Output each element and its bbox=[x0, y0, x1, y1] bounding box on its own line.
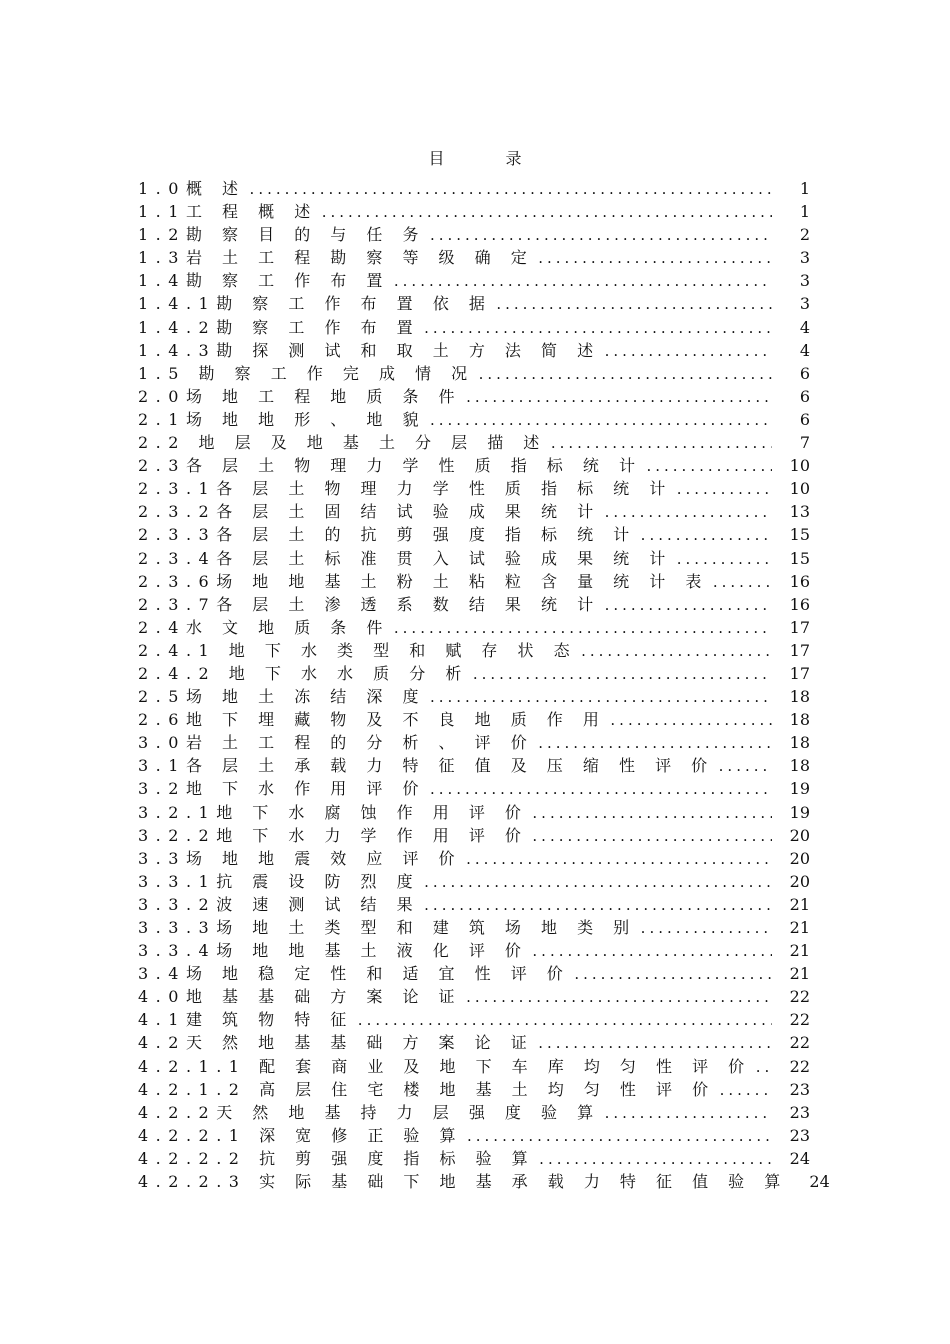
toc-entry[interactable] bbox=[138, 570, 810, 593]
toc-dot-leader bbox=[538, 247, 772, 270]
toc-page-number: 15 bbox=[789, 548, 810, 568]
toc-dot-leader bbox=[605, 594, 772, 617]
toc-entry-title: 3.3.4场 地 地 基 土 液 化 评 价 bbox=[138, 941, 529, 961]
toc-entry[interactable] bbox=[138, 1055, 810, 1078]
toc-dot-leader bbox=[538, 1032, 772, 1055]
toc-page-number: 21 bbox=[789, 941, 810, 961]
toc-dot-leader bbox=[466, 848, 772, 871]
toc-dot-leader bbox=[539, 1148, 772, 1171]
toc-entry[interactable] bbox=[138, 500, 810, 523]
toc-dot-leader bbox=[605, 501, 772, 524]
toc-entry-title: 1.4勘 察 工 作 布 置 bbox=[138, 271, 390, 291]
toc-entry-title: 4.2天 然 地 基 基 础 方 案 论 证 bbox=[138, 1033, 535, 1053]
toc-page-number: 16 bbox=[789, 594, 810, 614]
toc-entry[interactable] bbox=[138, 1170, 830, 1193]
toc-entry-title: 3.0岩 土 工 程 的 分 析 、 评 价 bbox=[138, 733, 535, 753]
toc-entry[interactable] bbox=[138, 547, 810, 570]
toc-dot-leader bbox=[719, 755, 772, 778]
toc-entry-title: 2.3.7各 层 土 渗 透 系 数 结 果 统 计 bbox=[138, 594, 601, 614]
toc-dot-leader bbox=[605, 340, 772, 363]
toc-entry-title: 1.3岩 土 工 程 勘 察 等 级 确 定 bbox=[138, 248, 535, 268]
toc-dot-leader bbox=[532, 802, 772, 825]
toc-dot-leader bbox=[473, 663, 772, 686]
toc-entry[interactable] bbox=[138, 316, 810, 339]
toc-page-number: 13 bbox=[789, 502, 810, 522]
toc-entry-title: 3.2.2地 下 水 力 学 作 用 评 价 bbox=[138, 825, 529, 845]
toc-page-number: 17 bbox=[789, 640, 810, 660]
toc-entry[interactable] bbox=[138, 801, 810, 824]
toc-entry[interactable] bbox=[138, 454, 810, 477]
toc-page-number: 18 bbox=[789, 756, 810, 776]
toc-dot-leader bbox=[322, 201, 772, 224]
toc-dot-leader bbox=[424, 871, 772, 894]
toc-page-number: 22 bbox=[789, 1010, 810, 1030]
toc-page-number: 3 bbox=[799, 248, 810, 268]
toc-dot-leader bbox=[430, 778, 772, 801]
toc-dot-leader bbox=[424, 894, 772, 917]
toc-dot-leader bbox=[646, 455, 772, 478]
toc-entry[interactable] bbox=[138, 269, 810, 292]
toc-dot-leader bbox=[430, 409, 772, 432]
toc-page-number: 2 bbox=[799, 225, 810, 245]
toc-entry-title: 1.4.2勘 察 工 作 布 置 bbox=[138, 317, 421, 337]
toc-entry-title: 4.2.1.2 高 层 住 宅 楼 地 基 土 均 匀 性 评 价 bbox=[138, 1079, 716, 1099]
toc-dot-leader bbox=[467, 1125, 772, 1148]
toc-entry-title: 4.2.2天 然 地 基 持 力 层 强 度 验 算 bbox=[138, 1102, 601, 1122]
toc-title: 目 录 bbox=[428, 149, 550, 168]
toc-entry[interactable] bbox=[138, 777, 810, 800]
toc-page-number: 23 bbox=[789, 1125, 810, 1145]
toc-entry[interactable] bbox=[138, 362, 810, 385]
toc-entry-title: 2.4.1 地 下 水 类 型 和 赋 存 状 态 bbox=[138, 640, 578, 660]
toc-page-number: 18 bbox=[789, 710, 810, 730]
toc-dot-leader bbox=[532, 940, 772, 963]
toc-entry[interactable] bbox=[138, 639, 810, 662]
toc-entry-title: 1.1工 程 概 述 bbox=[138, 202, 318, 222]
toc-entry[interactable] bbox=[138, 523, 810, 546]
toc-page-number: 21 bbox=[789, 894, 810, 914]
toc-dot-leader bbox=[532, 825, 772, 848]
toc-entry-title: 2.3.4各 层 土 标 准 贯 入 试 验 成 果 统 计 bbox=[138, 548, 673, 568]
toc-entry[interactable] bbox=[138, 1031, 810, 1054]
toc-page-number: 22 bbox=[789, 1056, 810, 1076]
toc-entry-title: 3.1各 层 土 承 载 力 特 征 值 及 压 缩 性 评 价 bbox=[138, 756, 715, 776]
toc-entry-title: 2.1场 地 地 形 、 地 貌 bbox=[138, 409, 426, 429]
toc-entry-title: 2.3.3各 层 土 的 抗 剪 强 度 指 标 统 计 bbox=[138, 525, 637, 545]
toc-page-number: 6 bbox=[799, 363, 810, 383]
toc-entry-title: 2.3.2各 层 土 固 结 试 验 成 果 统 计 bbox=[138, 502, 601, 522]
toc-entry-title: 3.2.1地 下 水 腐 蚀 作 用 评 价 bbox=[138, 802, 529, 822]
toc-entry-title: 2.2 地 层 及 地 基 土 分 层 描 述 bbox=[138, 433, 547, 453]
toc-entry-title: 2.5场 地 土 冻 结 深 度 bbox=[138, 687, 426, 707]
toc-entry-title: 1.4.3勘 探 测 试 和 取 土 方 法 简 述 bbox=[138, 340, 601, 360]
toc-page-number: 18 bbox=[789, 687, 810, 707]
toc-page-number: 17 bbox=[789, 617, 810, 637]
toc-entry-title: 1.5 勘 察 工 作 完 成 情 况 bbox=[138, 363, 475, 383]
toc-dot-leader bbox=[424, 317, 772, 340]
toc-page-number: 6 bbox=[799, 409, 810, 429]
toc-dot-leader bbox=[641, 917, 772, 940]
toc-entry[interactable] bbox=[138, 916, 810, 939]
toc-entry[interactable] bbox=[138, 1078, 810, 1101]
toc-entry[interactable] bbox=[138, 1101, 810, 1124]
toc-page-number: 1 bbox=[799, 202, 810, 222]
toc-page-number: 19 bbox=[789, 779, 810, 799]
toc-page-number: 3 bbox=[799, 294, 810, 314]
toc-entry-title: 4.2.2.3 实 际 基 础 下 地 基 承 载 力 特 征 值 验 算 bbox=[138, 1172, 788, 1192]
toc-dot-leader bbox=[394, 617, 772, 640]
toc-dot-leader bbox=[250, 178, 772, 201]
toc-entry[interactable] bbox=[138, 385, 810, 408]
toc-page-number: 20 bbox=[789, 848, 810, 868]
toc-entry[interactable] bbox=[138, 200, 810, 223]
toc-dot-leader bbox=[677, 478, 772, 501]
toc-page-number: 21 bbox=[789, 964, 810, 984]
toc-page-number: 20 bbox=[789, 825, 810, 845]
toc-entry[interactable] bbox=[138, 477, 810, 500]
toc-entry-title: 3.3.1抗 震 设 防 烈 度 bbox=[138, 871, 421, 891]
toc-list bbox=[138, 177, 830, 1193]
toc-entry[interactable] bbox=[138, 893, 810, 916]
toc-page-number: 21 bbox=[789, 918, 810, 937]
toc-dot-leader bbox=[479, 363, 772, 386]
toc-entry[interactable] bbox=[138, 731, 810, 754]
toc-entry[interactable] bbox=[138, 292, 810, 315]
toc-entry-title: 3.3场 地 地 震 效 应 评 价 bbox=[138, 848, 463, 868]
toc-entry-title: 1.0概 述 bbox=[138, 179, 246, 198]
toc-entry-title: 4.0地 基 基 础 方 案 论 证 bbox=[138, 987, 463, 1007]
toc-entry[interactable] bbox=[138, 754, 810, 777]
toc-dot-leader bbox=[641, 524, 772, 547]
toc-entry-title: 4.2.1.1 配 套 商 业 及 地 下 车 库 均 匀 性 评 价 bbox=[138, 1056, 752, 1076]
toc-dot-leader bbox=[581, 640, 772, 663]
toc-entry[interactable] bbox=[138, 246, 810, 269]
toc-entry[interactable] bbox=[138, 431, 810, 454]
toc-page-number: 18 bbox=[789, 733, 810, 753]
toc-entry-title: 1.2勘 察 目 的 与 任 务 bbox=[138, 225, 426, 245]
toc-entry-title: 3.3.3场 地 土 类 型 和 建 筑 场 地 类 别 bbox=[138, 918, 637, 937]
toc-entry-title: 2.4.2 地 下 水 水 质 分 析 bbox=[138, 663, 469, 683]
toc-entry[interactable] bbox=[138, 870, 810, 893]
toc-entry[interactable] bbox=[138, 1008, 810, 1031]
toc-entry[interactable] bbox=[138, 616, 810, 639]
toc-page-number: 15 bbox=[789, 525, 810, 545]
toc-dot-leader bbox=[574, 963, 772, 986]
toc-dot-leader bbox=[605, 1102, 772, 1125]
toc-entry[interactable] bbox=[138, 685, 810, 708]
toc-dot-leader bbox=[496, 293, 772, 316]
toc-dot-leader bbox=[720, 1079, 772, 1102]
toc-entry[interactable] bbox=[138, 824, 810, 847]
toc-entry-title: 2.3.6场 地 地 基 土 粉 土 粘 粒 含 量 统 计 表 bbox=[138, 571, 709, 591]
toc-dot-leader bbox=[358, 1009, 772, 1032]
toc-dot-leader bbox=[538, 732, 772, 755]
toc-page-number: 7 bbox=[799, 433, 810, 453]
toc-entry-title: 3.4场 地 稳 定 性 和 适 宜 性 评 价 bbox=[138, 964, 571, 984]
toc-entry-title: 4.2.2.2 抗 剪 强 度 指 标 验 算 bbox=[138, 1148, 536, 1168]
toc-page-number: 23 bbox=[789, 1102, 810, 1122]
toc-page-number: 23 bbox=[789, 1079, 810, 1099]
toc-page-number: 3 bbox=[799, 271, 810, 291]
toc-dot-leader bbox=[610, 709, 772, 732]
toc-dot-leader bbox=[713, 571, 772, 594]
toc-entry[interactable] bbox=[138, 939, 810, 962]
toc-entry-title: 3.3.2波 速 测 试 结 果 bbox=[138, 894, 421, 914]
toc-page-number: 10 bbox=[789, 479, 810, 499]
toc-entry[interactable] bbox=[138, 847, 810, 870]
toc-entry[interactable] bbox=[138, 593, 810, 616]
toc-entry-title: 1.4.1勘 察 工 作 布 置 依 据 bbox=[138, 294, 493, 314]
toc-entry[interactable] bbox=[138, 1147, 810, 1170]
toc-page-number: 1 bbox=[799, 179, 810, 198]
toc-page-number: 6 bbox=[799, 386, 810, 406]
toc-dot-leader bbox=[551, 432, 772, 455]
toc-entry[interactable] bbox=[138, 985, 810, 1008]
toc-entry[interactable] bbox=[138, 708, 810, 731]
toc-entry-title: 2.6地 下 埋 藏 物 及 不 良 地 质 作 用 bbox=[138, 710, 607, 730]
toc-entry-title: 4.2.2.1 深 宽 修 正 验 算 bbox=[138, 1125, 463, 1145]
toc-page-number: 22 bbox=[789, 987, 810, 1007]
toc-page-number: 24 bbox=[809, 1172, 830, 1192]
toc-entry[interactable] bbox=[138, 223, 810, 246]
toc-entry[interactable] bbox=[138, 1124, 810, 1147]
toc-dot-leader bbox=[466, 986, 772, 1009]
toc-dot-leader bbox=[756, 1056, 772, 1079]
toc-page-number: 22 bbox=[789, 1033, 810, 1053]
toc-entry[interactable] bbox=[138, 962, 810, 985]
toc-entry[interactable] bbox=[138, 339, 810, 362]
toc-entry-title: 2.4水 文 地 质 条 件 bbox=[138, 617, 390, 637]
toc-dot-leader bbox=[466, 386, 772, 409]
toc-page-number: 16 bbox=[789, 571, 810, 591]
toc-entry-title: 4.1建 筑 物 特 征 bbox=[138, 1010, 354, 1030]
toc-entry-title: 2.3.1各 层 土 物 理 力 学 性 质 指 标 统 计 bbox=[138, 479, 673, 499]
toc-entry-title: 2.0场 地 工 程 地 质 条 件 bbox=[138, 386, 463, 406]
toc-page-number: 20 bbox=[789, 871, 810, 891]
toc-entry-title: 3.2地 下 水 作 用 评 价 bbox=[138, 779, 426, 799]
toc-page-number: 4 bbox=[799, 340, 810, 360]
toc-dot-leader bbox=[430, 224, 772, 247]
toc-page-number: 24 bbox=[789, 1148, 810, 1168]
toc-page-number: 10 bbox=[789, 456, 810, 476]
toc-dot-leader bbox=[677, 548, 772, 571]
toc-page-number: 19 bbox=[789, 802, 810, 822]
toc-dot-leader bbox=[430, 686, 772, 709]
toc-entry[interactable] bbox=[138, 177, 810, 200]
toc-entry-title: 2.3各 层 土 物 理 力 学 性 质 指 标 统 计 bbox=[138, 456, 643, 476]
toc-page-number: 17 bbox=[789, 663, 810, 683]
toc-entry[interactable] bbox=[138, 662, 810, 685]
toc-entry[interactable] bbox=[138, 408, 810, 431]
toc-dot-leader bbox=[394, 270, 772, 293]
toc-page-number: 4 bbox=[799, 317, 810, 337]
